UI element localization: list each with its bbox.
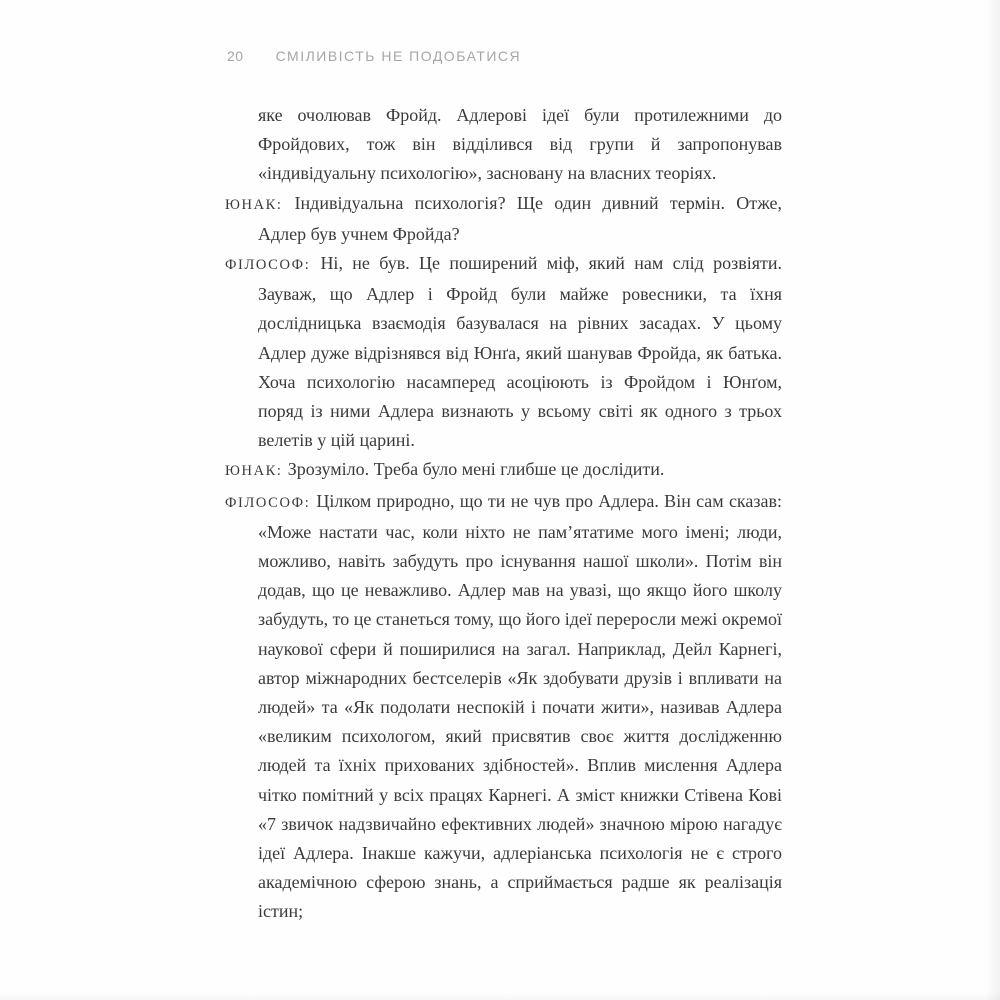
paragraph [225,189,782,249]
page-edge-shade-bottom [0,992,1000,1000]
speaker-label: ФІЛОСОФ: [225,494,317,511]
page-edge-shade-right [986,0,1000,1000]
running-title: СМІЛИВІСТЬ НЕ ПОДОБАТИСЯ [275,48,522,64]
paragraph [225,249,782,455]
paragraph [225,455,782,486]
paragraph-text: Ні, не був. Це поширений міф, який нам слід розвіяти. Зауваж, що Адлер і Фройд були майже ровесники, та їхня дослідницька взаємодія базувалася на рівних засадах. У цьому Адлер дуже відрізнявся від Юнґа, який шанував Фройда, як батька. Хоча психологію насамперед асоціюють із Фройдом і Юнґом, поряд із ними Адлера визнають у всьому світі як одного з трьох велетів у цій царині. [258,253,782,451]
paragraph-text: Зрозуміло. Треба було мені глибше це дослідити. [287,459,665,480]
paragraph-text: Цілком природно, що ти не чув про Адлера. Він сам сказав: «Може настати час, коли ніхто не пам’ятатиме мого імені; люди, можливо, навіть забудуть про існування нашої школи». Потім він додав, що це неважливо. Адлер мав на увазі, що якщо його школу забудуть, то це станеться тому, що його ідеї переросли межі окремої наукової сфери й поширилися на загал. Наприклад, Дейл Карнегі, автор міжнародних бестселерів «Як здобувати друзів і впливати на людей» та «Як подолати неспокій і почати жити», називав Адлера «великим психологом, який присвятив своє життя дослідженню людей та їхніх прихованих здібностей». Вплив мислення Адлера чітко помітний у всіх працях Карнегі. А зміст книжки Стівена Кові «7 звичок надзвичайно ефективних людей» значною мірою нагадує ідеї Адлера. Інакше кажучи, адлеріанська психологія не є строго академічною сферою знань, а сприймається радше як реалізація істин; [258,490,783,922]
paragraph-text: Індивідуальна психологія? Ще один дивний термін. Отже, Адлер був учнем Фройда? [258,192,783,244]
paragraph [225,101,782,189]
speaker-label: ЮНАК: [225,463,288,480]
paragraph [225,487,782,927]
speaker-label: ЮНАК: [225,196,295,213]
paragraph-text: яке очолював Фройд. Адлерові ідеї були протилежними до Фройдових, тож він відділився від групи й запропонував «індивідуальну психологію», засновану на власних теоріях. [258,105,782,184]
text-block [225,101,782,927]
page-header [227,48,521,64]
page-number: 20 [227,48,244,64]
speaker-label: ФІЛОСОФ: [225,257,321,274]
